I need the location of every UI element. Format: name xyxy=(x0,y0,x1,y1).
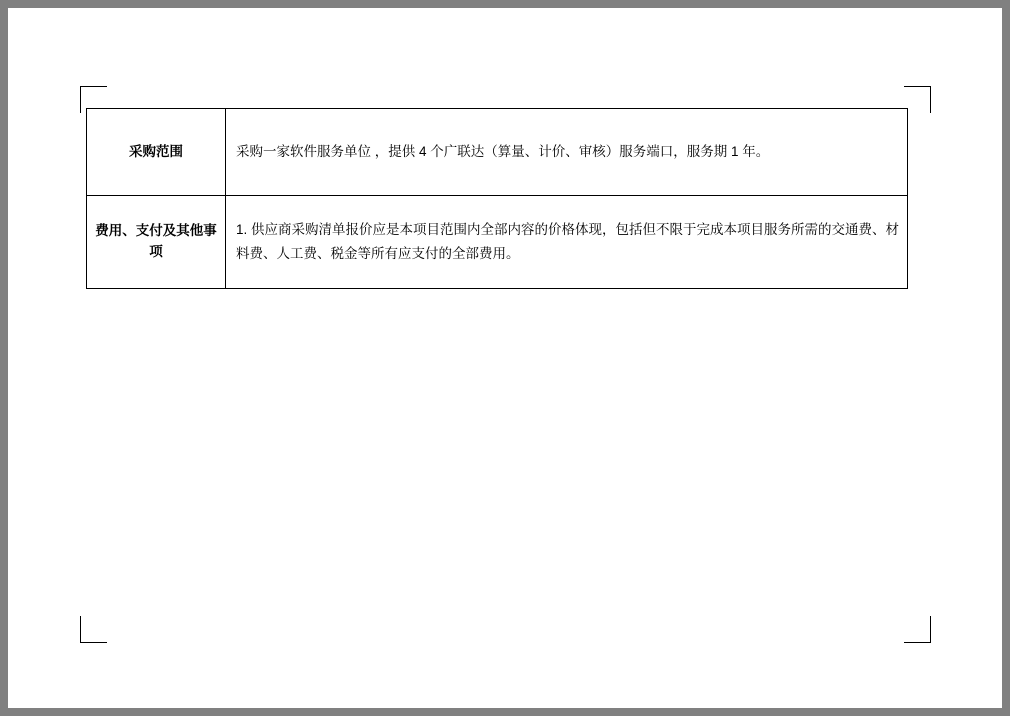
table-row xyxy=(87,196,908,289)
crop-mark-bottom-left xyxy=(80,616,107,643)
crop-mark-top-right xyxy=(904,86,931,113)
row-label-scope: 采购范围 xyxy=(87,109,226,196)
procurement-table xyxy=(86,108,908,289)
row-content-fees: 1. 供应商采购清单报价应是本项目范围内全部内容的价格体现，包括但不限于完成本项目服务所需的交通费、材料费、人工费、税金等所有应支付的全部费用。 xyxy=(226,196,908,289)
crop-mark-bottom-right xyxy=(904,616,931,643)
table-row xyxy=(87,109,908,196)
row-label-fees: 费用、支付及其他事项 xyxy=(87,196,226,289)
row-content-scope: 采购一家软件服务单位 ，提供 4 个广联达（算量、计价、审核）服务端口，服务期 1 年。 xyxy=(226,109,908,196)
document-page xyxy=(8,8,1002,708)
